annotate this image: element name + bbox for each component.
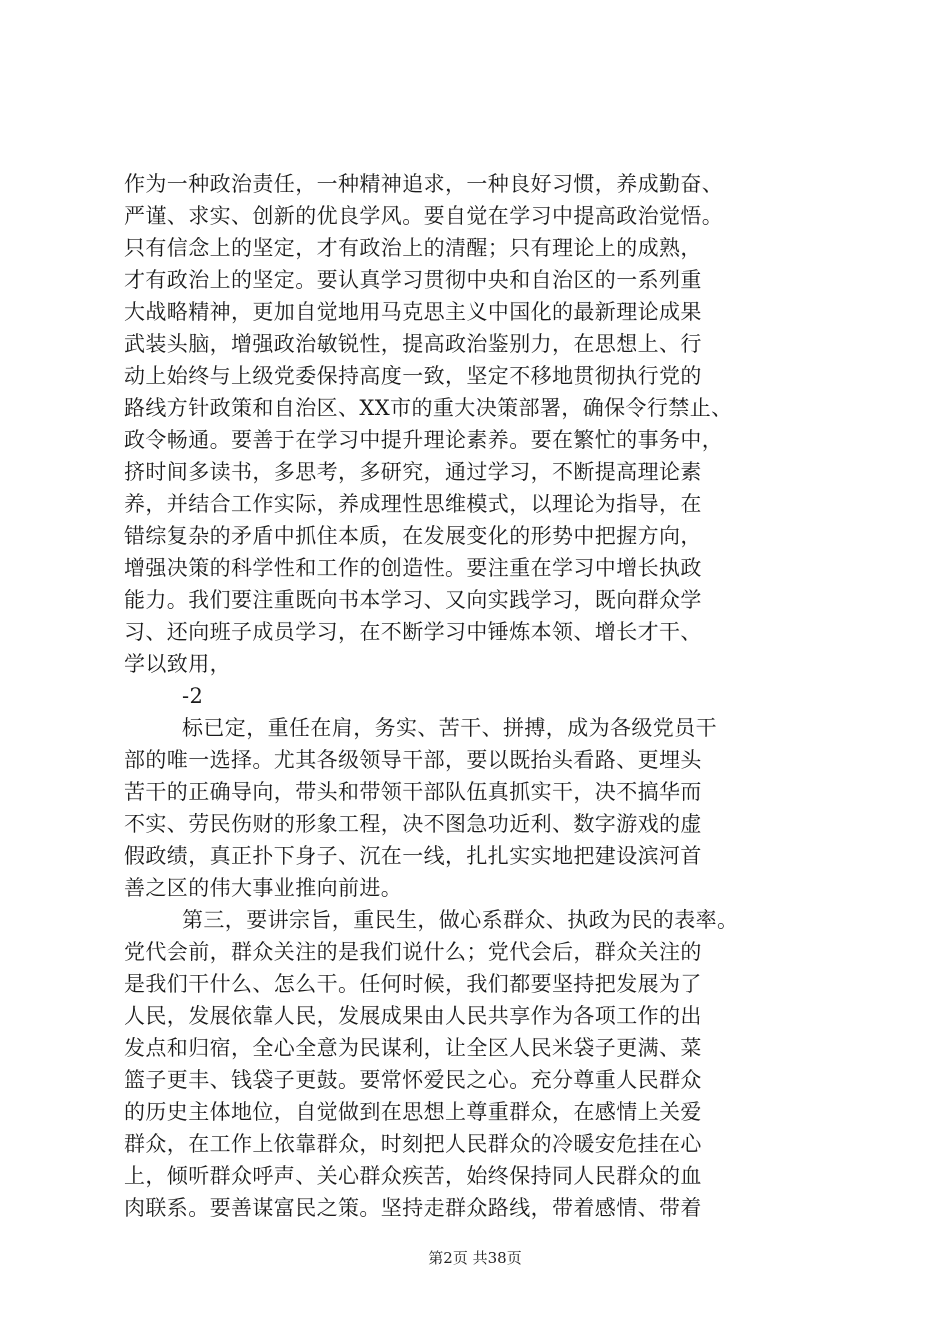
text-line: 不实、劳民伤财的形象工程，决不图急功近利、数字游戏的虚 — [124, 812, 702, 836]
text-line: 严谨、求实、创新的优良学风。要自觉在学习中提高政治觉悟。 — [124, 204, 724, 228]
text-line: 第三，要讲宗旨，重民生，做心系群众、执政为民的表率。 — [182, 908, 739, 932]
text-line: 群众，在工作上依靠群众，时刻把人民群众的冷暖安危挂在心 — [124, 1132, 702, 1156]
text-line: 路线方针政策和自治区、XX市的重大决策部署，确保令行禁止、 — [124, 396, 733, 420]
text-line: 错综复杂的矛盾中抓住本质，在发展变化的形势中把握方向， — [124, 524, 702, 548]
text-line: 肉联系。要善谋富民之策。坚持走群众路线，带着感情、带着 — [124, 1196, 702, 1220]
text-line: 发点和归宿，全心全意为民谋利，让全区人民米袋子更满、菜 — [124, 1036, 702, 1060]
text-line: 人民，发展依靠人民，发展成果由人民共享作为各项工作的出 — [124, 1004, 702, 1028]
text-line: 大战略精神，更加自觉地用马克思主义中国化的最新理论成果 — [124, 300, 702, 324]
text-line: 假政绩，真正扑下身子、沉在一线，扎扎实实地把建设滨河首 — [124, 844, 702, 868]
text-line: 党代会前，群众关注的是我们说什么；党代会后，群众关注的 — [124, 940, 702, 964]
text-line: -2 — [182, 684, 204, 708]
text-line: 作为一种政治责任，一种精神追求，一种良好习惯，养成勤奋、 — [124, 172, 724, 196]
text-line: 只有信念上的坚定，才有政治上的清醒；只有理论上的成熟， — [124, 236, 702, 260]
text-line: 上，倾听群众呼声、关心群众疾苦，始终保持同人民群众的血 — [124, 1164, 702, 1188]
text-line: 养，并结合工作实际，养成理性思维模式，以理论为指导，在 — [124, 492, 702, 516]
document-body — [124, 168, 844, 1224]
text-line: 习、还向班子成员学习，在不断学习中锤炼本领、增长才干、 — [124, 620, 702, 644]
text-line: 部的唯一选择。尤其各级领导干部，要以既抬头看路、更埋头 — [124, 748, 702, 772]
text-line: 武装头脑，增强政治敏锐性，提高政治鉴别力，在思想上、行 — [124, 332, 702, 356]
text-line: 标已定，重任在肩，务实、苦干、拼搏，成为各级党员干 — [182, 716, 717, 740]
text-line: 增强决策的科学性和工作的创造性。要注重在学习中增长执政 — [124, 556, 702, 580]
text-line: 动上始终与上级党委保持高度一致，坚定不移地贯彻执行党的 — [124, 364, 702, 388]
text-line: 学以致用， — [124, 652, 231, 676]
page-footer: 第2页 共38页 — [428, 1249, 522, 1267]
text-line: 篮子更丰、钱袋子更鼓。要常怀爱民之心。充分尊重人民群众 — [124, 1068, 702, 1092]
text-line: 的历史主体地位，自觉做到在思想上尊重群众，在感情上关爱 — [124, 1100, 702, 1124]
text-line: 才有政治上的坚定。要认真学习贯彻中央和自治区的一系列重 — [124, 268, 702, 292]
text-line: 善之区的伟大事业推向前进。 — [124, 876, 403, 900]
text-line: 政令畅通。要善于在学习中提升理论素养。要在繁忙的事务中， — [124, 428, 724, 452]
text-line: 苦干的正确导向，带头和带领干部队伍真抓实干，决不搞华而 — [124, 780, 702, 804]
text-line: 是我们干什么、怎么干。任何时候，我们都要坚持把发展为了 — [124, 972, 702, 996]
text-line: 能力。我们要注重既向书本学习、又向实践学习，既向群众学 — [124, 588, 702, 612]
text-line: 挤时间多读书，多思考，多研究，通过学习，不断提高理论素 — [124, 460, 702, 484]
